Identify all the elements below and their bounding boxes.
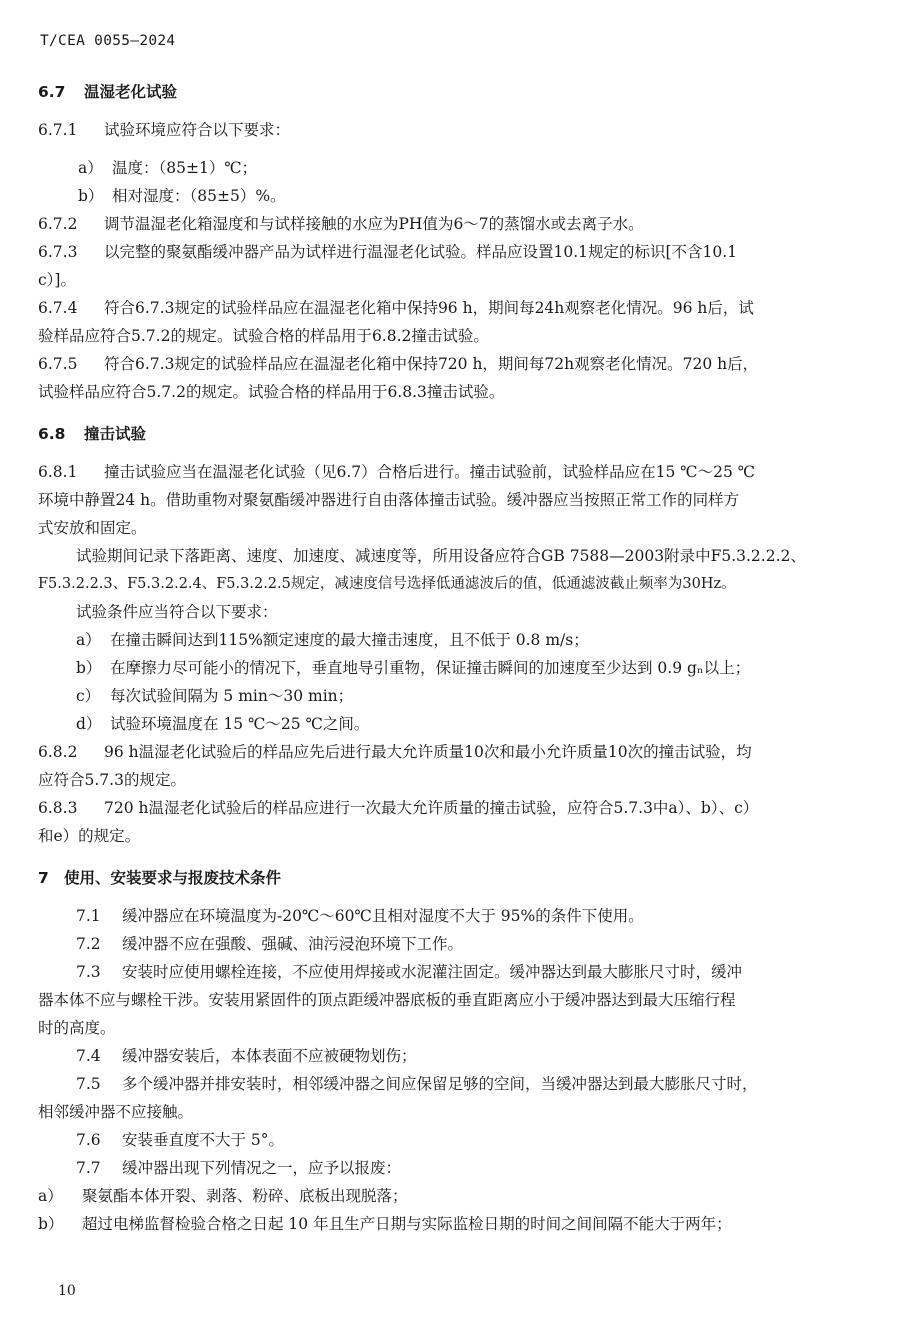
- list-label: a）: [78, 159, 103, 177]
- section-heading-6-8: [38, 420, 888, 448]
- section-heading-6-7: [38, 78, 888, 106]
- clause-number: 6.7.1: [38, 121, 78, 139]
- clause-6-8-1: [38, 458, 888, 486]
- clause-number: 6.8.3: [38, 799, 78, 817]
- clause-6-7-5: [38, 350, 888, 378]
- clause-text-line: 安装时应使用螺栓连接，不应使用焊接或水泥灌注固定。缓冲器达到最大膨胀尺寸时，缓冲: [122, 963, 743, 981]
- clause-7-7: [38, 1154, 888, 1182]
- section-title: 撞击试验: [84, 425, 147, 443]
- list-label: d）: [76, 715, 102, 733]
- clause-text-line: F5.3.2.2.3、F5.3.2.2.4、F5.3.2.2.5规定，减速度信号选择低通滤波后的值，低通滤波截止频率为30Hz。: [38, 576, 736, 592]
- list-item: [38, 682, 888, 710]
- list-label: a）: [76, 631, 101, 649]
- clause-number: 6.8.2: [38, 743, 78, 761]
- list-text: 相对湿度：（85±5）%。: [112, 187, 286, 205]
- clause-6-7-3: [38, 238, 888, 266]
- clause-text: 缓冲器应在环境温度为-20℃～60℃且相对湿度不大于 95%的条件下使用。: [122, 907, 644, 925]
- clause-text: 调节温湿老化箱湿度和与试样接触的水应为PH值为6～7的蒸馏水或去离子水。: [104, 215, 644, 233]
- list-text: 在摩擦力尽可能小的情况下，垂直地导引重物，保证撞击瞬间的加速度至少达到 0.9 gₙ以上；: [110, 659, 751, 677]
- clause-text-line: 多个缓冲器并排安装时，相邻缓冲器之间应保留足够的空间，当缓冲器达到最大膨胀尺寸时，: [122, 1075, 758, 1093]
- list-label: a）: [38, 1187, 63, 1205]
- list-label: b）: [38, 1215, 64, 1233]
- list-item: [38, 182, 888, 210]
- list-item: [38, 710, 888, 738]
- clause-text-line: 以完整的聚氨酯缓冲器产品为试样进行温湿老化试验。样品应设置10.1规定的标识[不含10.1: [104, 243, 738, 261]
- clause-text-line: 试验条件应当符合以下要求：: [76, 603, 278, 621]
- list-item: [38, 154, 888, 182]
- clause-number: 6.7.5: [38, 355, 78, 373]
- clause-7-4: [38, 1042, 888, 1070]
- clause-text-line: c）]。: [38, 271, 76, 289]
- clause-text: 缓冲器不应在强酸、强碱、油污浸泡环境下工作。: [122, 935, 464, 953]
- clause-text-line: 器本体不应与螺栓干涉。安装用紧固件的顶点距缓冲器底板的垂直距离应小于缓冲器达到最大压缩行程: [38, 991, 736, 1009]
- section-number: 6.7: [38, 83, 66, 101]
- clause-number: 7.6: [76, 1131, 101, 1149]
- clause-7-2: [38, 930, 888, 958]
- list-text: 在撞击瞬间达到115%额定速度的最大撞击速度，且不低于 0.8 m/s；: [110, 631, 589, 649]
- list-text: 超过电梯监督检验合格之日起 10 年且生产日期与实际监检日期的时间之间间隔不能大于两年；: [82, 1215, 732, 1233]
- clause-text-line: 应符合5.7.3的规定。: [38, 771, 186, 789]
- list-text: 试验环境温度在 15 ℃～25 ℃之间。: [110, 715, 370, 733]
- clause-text: 缓冲器安装后，本体表面不应被硬物划伤；: [122, 1047, 417, 1065]
- list-item: [38, 626, 888, 654]
- clause-text-line: 试验期间记录下落距离、速度、加速度、减速度等，所用设备应符合GB 7588—2003附录中F5.3.2.2.2、: [76, 547, 806, 565]
- clause-text-line: 试验样品应符合5.7.2的规定。试验合格的样品用于6.8.3撞击试验。: [38, 383, 505, 401]
- document-id-header: T/CEA 0055—2024: [40, 33, 176, 49]
- clause-number: 7.1: [76, 907, 101, 925]
- clause-text-line: 96 h温湿老化试验后的样品应先后进行最大允许质量10次和最小允许质量10次的撞击试验，均: [104, 743, 752, 761]
- document-body: [38, 78, 888, 1238]
- clause-number: 6.7.4: [38, 299, 78, 317]
- clause-number: 6.7.2: [38, 215, 78, 233]
- clause-number: 6.8.1: [38, 463, 78, 481]
- clause-text-line: 撞击试验应当在温湿老化试验（见6.7）合格后进行。撞击试验前，试验样品应在15 ℃～25 ℃: [104, 463, 756, 481]
- clause-text-line: 环境中静置24 h。借助重物对聚氨酯缓冲器进行自由落体撞击试验。缓冲器应当按照正常工作的同样方: [38, 491, 740, 509]
- list-label: c）: [76, 687, 101, 705]
- section-number: 7: [38, 869, 49, 887]
- clause-6-7-4: [38, 294, 888, 322]
- clause-text: 缓冲器出现下列情况之一，应予以报废：: [122, 1159, 402, 1177]
- clause-6-8-2: [38, 738, 888, 766]
- clause-7-1: [38, 902, 888, 930]
- clause-text-line: 符合6.7.3规定的试验样品应在温湿老化箱中保持720 h，期间每72h观察老化情况。720 h后，: [104, 355, 759, 373]
- clause-text-line: 720 h温湿老化试验后的样品应进行一次最大允许质量的撞击试验，应符合5.7.3中a）、b）、c）: [104, 799, 759, 817]
- clause-text: 安装垂直度不大于 5°。: [122, 1131, 285, 1149]
- clause-number: 7.4: [76, 1047, 101, 1065]
- clause-text-line: 式安放和固定。: [38, 519, 147, 537]
- list-label: b）: [76, 659, 102, 677]
- clause-number: 6.7.3: [38, 243, 78, 261]
- list-item: [38, 1182, 888, 1210]
- clause-6-7-2: [38, 210, 888, 238]
- section-title: 使用、安装要求与报废技术条件: [64, 869, 282, 887]
- clause-6-7-1: [38, 116, 888, 144]
- section-number: 6.8: [38, 425, 66, 443]
- clause-text-line: 时的高度。: [38, 1019, 116, 1037]
- section-title: 温湿老化试验: [84, 83, 178, 101]
- clause-6-8-3: [38, 794, 888, 822]
- clause-text: 试验环境应符合以下要求：: [104, 121, 291, 139]
- list-text: 温度：（85±1）℃；: [112, 159, 258, 177]
- clause-7-6: [38, 1126, 888, 1154]
- page-number: 10: [58, 1283, 76, 1299]
- clause-number: 7.7: [76, 1159, 101, 1177]
- clause-7-3: [38, 958, 888, 986]
- clause-number: 7.5: [76, 1075, 101, 1093]
- list-text: 每次试验间隔为 5 min～30 min；: [110, 687, 354, 705]
- clause-number: 7.3: [76, 963, 101, 981]
- clause-text-line: 和e）的规定。: [38, 827, 141, 845]
- clause-7-5: [38, 1070, 888, 1098]
- list-text: 聚氨酯本体开裂、剥落、粉碎、底板出现脱落；: [82, 1187, 408, 1205]
- section-heading-7: [38, 864, 888, 892]
- list-item: [38, 654, 888, 682]
- list-label: b）: [78, 187, 104, 205]
- list-item: [38, 1210, 888, 1238]
- clause-text-line: 验样品应符合5.7.2的规定。试验合格的样品用于6.8.2撞击试验。: [38, 327, 489, 345]
- clause-text-line: 相邻缓冲器不应接触。: [38, 1103, 194, 1121]
- clause-text-line: 符合6.7.3规定的试验样品应在温湿老化箱中保持96 h，期间每24h观察老化情况。96 h后，试: [104, 299, 754, 317]
- clause-number: 7.2: [76, 935, 101, 953]
